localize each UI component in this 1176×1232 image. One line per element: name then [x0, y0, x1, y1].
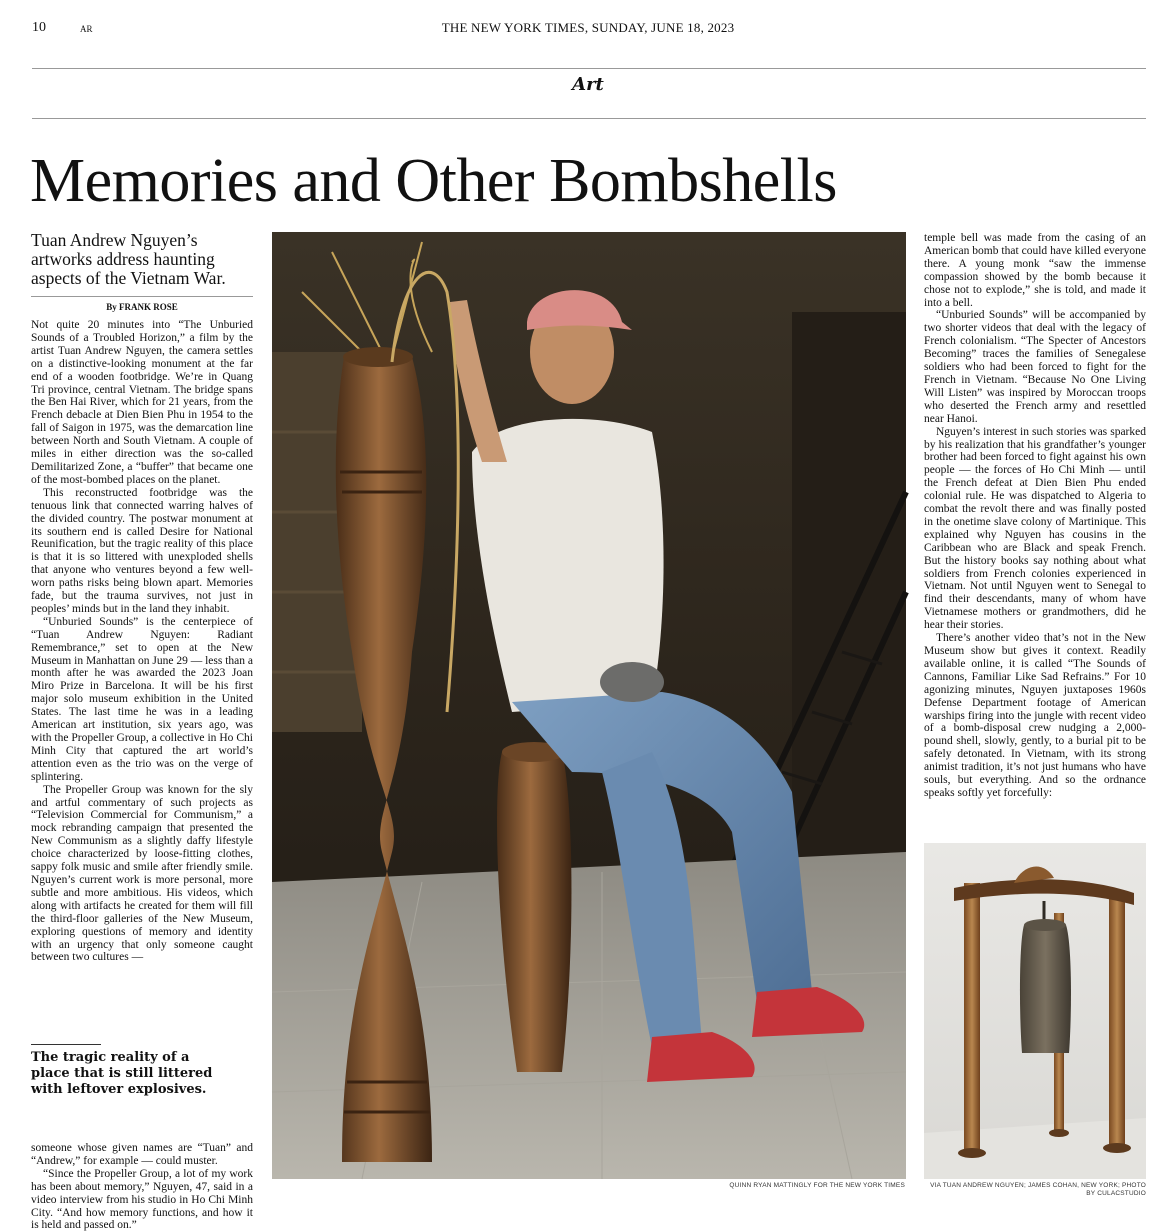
- body-paragraph: The Propeller Group was known for the sly and artful commentary of such projects as “Television Commercial for Communism,” a mock rebranding campaign that presented the New Communism as a slightly daffy lifestyle choice characterized by loose-fitting clothes, sappy folk music and smile after friendly smile. Nguyen’s current work is more personal, more subtle and more ambitious. His videos, which along with artifacts he created for them will fill the third-floor galleries of the New Museum, exploring questions of memory and identity with an urgency that only someone caught between two cultures —: [31, 783, 253, 964]
- body-paragraph: This reconstructed footbridge was the tenuous link that connected warring halves of the divided country. The postwar monument at its southern end is called Desire for National Reunification, but the tragic reality of this place is that it is so littered with unexploded shells that anyone who ventures beyond a few well-worn paths risks being blown apart. Memories fade, but the trauma survives, not just in peoples’ minds but in the land they inhabit.: [31, 486, 253, 615]
- body-paragraph: There’s another video that’s not in the New Museum show but gives it context. Readily available online, it is called “The Sounds of Cannons, Familiar Like Sad Refrains.” For 10 agonizing minutes, Nguyen juxtaposes 1960s Defense Department footage of American warships firing into the jungle with recent video of a bomb-disposal crew nudging a 2,000-pound shell, slowly, gently, to a burial pit to be safely detonated. In Vietnam, with its strong animist tradition, it’s not just humans who have souls, but everything. And so the ordnance speaks softly yet forcefully:: [924, 632, 1146, 799]
- bell-sculpture-illustration: [924, 843, 1146, 1179]
- main-photo-credit: QUINN RYAN MATTINGLY FOR THE NEW YORK TIMES: [729, 1182, 905, 1189]
- top-rule: [32, 68, 1146, 69]
- article-column-3: [924, 232, 1146, 828]
- body-paragraph: “Since the Propeller Group, a lot of my work has been about memory,” Nguyen, 47, said in a video interview from his studio in Ho Chi Minh City. “And how memory functions, and how it is held and passed on.”: [31, 1167, 253, 1232]
- article-column-1: [31, 319, 253, 1028]
- body-paragraph: Not quite 20 minutes into “The Unburied Sounds of a Troubled Horizon,” a film by the artist Tuan Andrew Nguyen, the camera settles on a distinctive-looking monument at the far end of a wooden footbridge. We’re in Quang Tri province, central Vietnam. The bridge spans the Ben Hai River, which for 21 years, from the French debacle at Dien Bien Phu in 1954 to the fall of Saigon in 1975, was the demarcation line between North and South Vietnam. A couple of miles in either direction was the so-called Demilitarized Zone, a “buffer” that became one of the most-bombed places on the planet.: [31, 319, 253, 486]
- body-paragraph: Nguyen’s interest in such stories was sparked by his realization that his grandfather’s younger brother had been forced to fight against his own people — the forces of Ho Chi Minh — until the French defeat at Dien Bien Phu ended colonial rule. He was dispatched to Algeria to combat the revolt there and was finally posted in the onetime slave colony of Martinique. This explained why Nguyen has cousins in the Caribbean who are Black and speak French. But the history books say nothing about what soldiers from French colonies experienced in Vietnam. Not until Nguyen went to Senegal to find their descendants, many of whom have Vietnamese mothers or grandmothers, did he hear their stories.: [924, 425, 1146, 632]
- main-photo: [272, 232, 906, 1179]
- section-label: Art: [572, 74, 604, 95]
- body-paragraph: “Unburied Sounds” is the centerpiece of “Tuan Andrew Nguyen: Radiant Remembrance,” set to open at the New Museum in Manhattan on June 29 — less than a month after he was awarded the 2023 Joan Miro Prize in Barcelona. It will be his first major solo museum exhibition in the United States. The last time he was in a leading American art institution, six years ago, was with the Propeller Group, a collective in Ho Chi Minh City that captured the art world’s attention even as the trio was on the verge of splintering.: [31, 615, 253, 783]
- page-number: 10: [32, 20, 46, 35]
- masthead-dateline: THE NEW YORK TIMES, SUNDAY, JUNE 18, 2023: [441, 20, 735, 35]
- body-paragraph: “Unburied Sounds” will be accompanied by two shorter videos that deal with the legacy of French colonialism. “The Specter of Ancestors Becoming” traces the families of Senegalese soldiers who had been forced to fight for the French in Vietnam. “Because No One Living Will Listen” was inspired by Moroccan troops who deserted the French army and resettled near Hanoi.: [924, 309, 1146, 425]
- pull-quote-rule: [31, 1044, 101, 1045]
- body-paragraph: temple bell was made from the casing of an American bomb that could have killed everyone there. A young monk “saw the immense compassion showed by the bomb because it chose not to explode,” she is told, and made it into a bell.: [924, 232, 1146, 309]
- main-photo-illustration: [272, 232, 906, 1179]
- deck-subhead: Tuan Andrew Nguyen’s artworks address haunting aspects of the Vietnam War.: [31, 230, 226, 288]
- deck-rule: [31, 296, 253, 297]
- edition-code: AR: [80, 24, 93, 34]
- body-paragraph: someone whose given names are “Tuan” and “Andrew,” for example — could muster.: [31, 1142, 253, 1167]
- headline: Memories and Other Bombshells: [30, 147, 837, 215]
- side-photo: [924, 843, 1146, 1179]
- article-column-1-continued: [31, 1142, 253, 1232]
- pull-quote: The tragic reality of a place that is still littered with leftover explosives.: [31, 1050, 213, 1097]
- side-photo-credit: VIA TUAN ANDREW NGUYEN; JAMES COHAN, NEW YORK; PHOTO BY CULACSTUDIO: [930, 1182, 1146, 1197]
- byline: By FRANK ROSE: [106, 302, 178, 312]
- section-rule: [32, 118, 1146, 119]
